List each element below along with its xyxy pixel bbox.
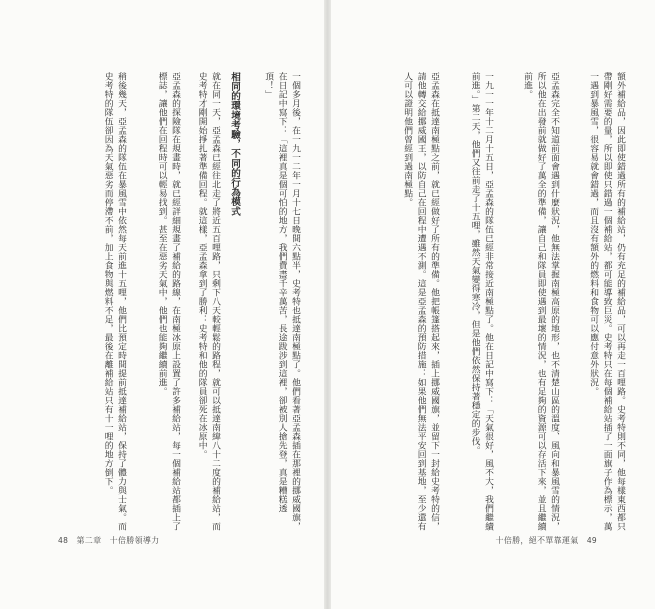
body-paragraph: 亞孟森的探險隊在規畫時，就已經詳細規畫了補給的路線，在南極冰原上設置了許多補給站，每一個補給站都插上了標誌，讓他們在回程時可以輕易找到。甚至在惡劣天氣中，他們也能夠繼續前進。 bbox=[156, 72, 180, 531]
right-page-text bbox=[364, 72, 626, 532]
section-heading: 相同的環境考驗，不同的行為模式 bbox=[229, 72, 240, 216]
body-paragraph: 一個多月後，在一九一二年一月十七日晚間六點半，史考特也抵達南極點了。他們看著亞孟森插在那裡的挪威國旗，在日記中寫下：「這裡真是個可怕的地方，我們費盡千辛萬苦，長途跋涉到這裡，卻被別人搶先登，真是糟糕透頂！」 bbox=[263, 72, 300, 531]
body-paragraph: 一九一一年十二月十五日，亞孟森的隊伍已經非常接近南極點了。他在日記中寫下：「天氣很好，風不大，我們繼續前進。」第二天，他們又往前走了十五哩，雖然天氣變得寒冷，但是他們依然保持著穩定的步伐。 bbox=[469, 72, 493, 531]
body-paragraph: 亞孟森在抵達南極點之前，就已經做好了所有的準備。他把帳篷搭起來，插上挪威國旗，並留下一封給史考特的信，請他轉交給挪威國王，以防自己在回程中遭遇不測。這是亞孟森的預防措施：如果他們無法平安回到基地，至少還有人可以證明他們曾經到過南極點。 bbox=[402, 72, 439, 531]
body-paragraph: 額外補給品，因此即使錯過所有的補給站，仍有充足的補給品，可以再走一百哩路。史考特則不同，他每樣東西都只帶剛好需要的量，所以即使只錯過一個補給站，都可能導致巨災。史考特只在每個補給站插了一面旗子作為標示，萬一遇到暴風雪，很容易就會錯過，而且沒有額外的燃料和食物可以應付意外狀況。 bbox=[588, 72, 625, 531]
body-paragraph: 稍後幾天，亞孟森的隊伍在暴風雪中依然每天前進十五哩，他們比預定時間提前抵達補給站，保持了體力與士氣。而史考特的隊伍卻因為天氣惡劣而停滯不前，加上食物與燃料不足，最後在離補給站只有十一哩的地方倒下。 bbox=[102, 72, 126, 531]
body-paragraph: 亞孟森完全不知道前面會遇到什麼狀況，他無法掌握南極高原的地形，也不清楚山區的溫度、風向和暴風雪的情況，所以他在出發前就做好了萬全的準備，讓自己和隊員即使遇到最壞的情況，也有足夠的資源可以存活下來，並且繼續前進。 bbox=[522, 72, 559, 531]
book-gutter bbox=[324, 0, 331, 609]
right-page-folio bbox=[496, 535, 597, 546]
left-page-number: 48 bbox=[58, 536, 69, 545]
left-page-running-head: 第二章 十倍勝領導力 bbox=[76, 536, 160, 545]
right-page-number: 49 bbox=[586, 536, 597, 545]
left-page-text bbox=[63, 72, 301, 532]
right-page-running-head: 十倍勝，絕不單靠運氣 bbox=[495, 536, 579, 545]
left-page-folio bbox=[58, 535, 159, 546]
body-paragraph: 就在同一天，亞孟森已經往北走了將近五百哩路，只剩下八天較輕鬆的路程，就可以抵達南緯八十二度的補給站，而史考特才剛開始掙扎著準備回程。就這樣，亞孟森拿到了勝利：史考特和他的隊員卻死在冰原中。 bbox=[196, 72, 220, 531]
